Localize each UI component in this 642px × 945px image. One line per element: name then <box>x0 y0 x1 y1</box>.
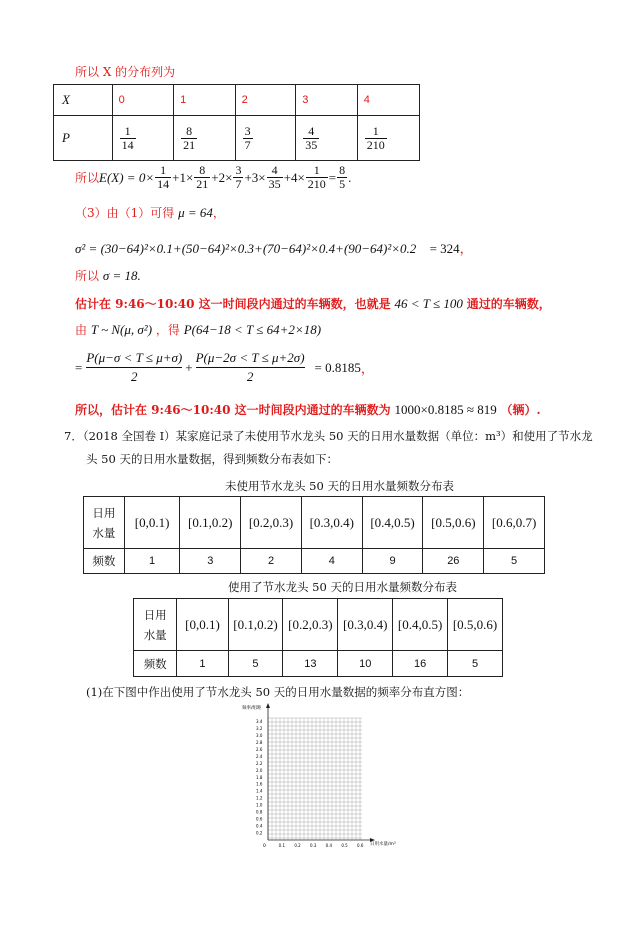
table-row <box>54 85 420 116</box>
y-tick-label: 0.6 <box>256 816 263 822</box>
interval-cell: [0.1,0.2) <box>228 599 283 651</box>
x-row-label: X <box>54 85 113 116</box>
y-tick-label: 1.4 <box>256 788 263 794</box>
frequency-cell: 5 <box>484 549 545 574</box>
frequency-cell: 10 <box>338 651 393 677</box>
table-row <box>54 116 420 161</box>
probability-fraction: $\frac{4}{35}$ <box>305 123 318 152</box>
question7-line2: 头 50 天的日用水量数据，得到频数分布表如下： <box>86 452 338 466</box>
x-value: 3 <box>296 85 357 116</box>
interval-cell: [0.2,0.3) <box>283 599 338 651</box>
table1-caption: 未使用节水龙头 50 天的日用水量频数分布表 <box>225 479 454 493</box>
frequency-cell: 9 <box>362 549 423 574</box>
y-tick-label: 2.8 <box>256 739 263 745</box>
frequency-cell: 5 <box>448 651 503 677</box>
y-tick-label: 1.6 <box>256 781 263 787</box>
histogram-grid <box>242 700 400 855</box>
frequency-cell: 26 <box>423 549 484 574</box>
interval-cell: [0.2,0.3) <box>241 497 302 549</box>
x-value: 2 <box>235 85 296 116</box>
y-tick-label: 3.4 <box>256 718 263 724</box>
table-row <box>84 497 545 549</box>
grid-lines <box>268 718 362 840</box>
y-tick-label: 2.6 <box>256 746 263 752</box>
y-tick-label: 2.0 <box>256 767 263 773</box>
water-table-with <box>133 598 503 677</box>
frequency-cell: 2 <box>241 549 302 574</box>
origin-label: 0 <box>263 844 266 849</box>
probability-fraction: $\frac{8}{21}$ <box>183 123 196 152</box>
x-tick-label: 0.5 <box>341 843 348 848</box>
y-tick-label: 3.2 <box>256 725 263 731</box>
interval-cell: [0.3,0.4) <box>338 599 393 651</box>
frequency-cell: 5 <box>228 651 283 677</box>
interval-cell: [0,0.1) <box>124 497 180 549</box>
p-row-label: P <box>54 116 113 161</box>
y-tick-label: 3.0 <box>256 732 263 738</box>
x-axis-label: 日用水量/m³ <box>370 842 396 847</box>
interval-cell: [0.6,0.7) <box>484 497 545 549</box>
y-tick-label: 1.2 <box>256 795 263 801</box>
frequency-cell: 16 <box>393 651 448 677</box>
estimate-line: 估计在 9:46～10:40 这一时间段内通过的车辆数，也就是 46 < T ≤ 100 通过的车辆数， <box>75 296 551 311</box>
distribution-title: 所以 X 的分布列为 <box>75 65 176 79</box>
y-tick-label: 0.2 <box>256 830 263 836</box>
part1-instruction: (1)在下图中作出使用了节水龙头 50 天的日用水量数据的频率分布直方图： <box>86 685 470 699</box>
frequency-cell: 4 <box>301 549 362 574</box>
interval-cell: [0.1,0.2) <box>180 497 241 549</box>
probability-fraction: $\frac{1}{14}$ <box>121 123 134 152</box>
y-tick-label: 2.2 <box>256 760 263 766</box>
x-value: 0 <box>112 85 173 116</box>
y-tick-label: 2.4 <box>256 753 263 759</box>
conclusion-line: 所以，估计在 9:46～10:40 这一时间段内通过的车辆数为 1000×0.8185 ≈ 819 （辆）. <box>75 402 541 417</box>
frequency-cell: 13 <box>283 651 338 677</box>
interval-cell: [0,0.1) <box>177 599 228 651</box>
x-tick-label: 0.2 <box>294 843 301 848</box>
variance-formula: σ² = (30−64)²×0.1+(50−64)²×0.3+(70−64)²×0.4+(90−64)²×0.2 = 324， <box>75 241 473 256</box>
table2-caption: 使用了节水龙头 50 天的日用水量频数分布表 <box>228 580 457 594</box>
normal-line: 由 T ~ N(μ, σ²) ，得 P(64−18 < T ≤ 64+2×18) <box>75 322 322 337</box>
sigma-line: 所以 σ = 18. <box>75 268 141 283</box>
frequency-cell: 1 <box>177 651 228 677</box>
y-tick-label: 1.0 <box>256 802 263 808</box>
interval-cell: [0.4,0.5) <box>362 497 423 549</box>
expectation-line: 所以 E(X) = 0× $\frac{1}{14}$ +1× $\frac{8}{21}$ +2× $\frac{3}{7}$ +3× $\frac{4}{35}$ +4× $\frac{1}{210}$ = $\frac{8}{5}$ . <box>75 163 352 191</box>
frequency-label: 频数 <box>84 549 125 574</box>
interval-header: 日用 水量 <box>134 599 177 651</box>
y-tick-label: 0.8 <box>256 809 263 815</box>
step3-line: （3）由（1）可得 μ = 64， <box>75 205 225 220</box>
distribution-table <box>53 84 420 161</box>
x-tick-label: 0.6 <box>357 843 364 848</box>
x-tick-label: 0.4 <box>325 843 333 848</box>
x-tick-label: 0.3 <box>310 843 317 848</box>
table-row <box>134 651 503 677</box>
probability-line: = $\frac{P(\mu-\sigma < T \le \mu+\sigma)}{2}$ + $\frac{P(\mu-2\sigma < T \le \mu+2\sigma)}{2}$ = 0.8185 ， <box>75 350 374 384</box>
x-tick-label: 0.1 <box>278 843 286 848</box>
table-row <box>134 599 503 651</box>
x-value: 1 <box>174 85 235 116</box>
interval-cell: [0.5,0.6) <box>448 599 503 651</box>
interval-cell: [0.5,0.6) <box>423 497 484 549</box>
frequency-cell: 1 <box>124 549 180 574</box>
y-tick-label: 1.8 <box>256 774 263 780</box>
frequency-cell: 3 <box>180 549 241 574</box>
question7-line1: 7．（2018 全国卷 Ⅰ）某家庭记录了未使用节水龙头 50 天的日用水量数据（单位：m³）和使用了节水龙 <box>64 429 593 443</box>
frequency-label: 频数 <box>134 651 177 677</box>
probability-fraction: $\frac{1}{210}$ <box>366 123 385 152</box>
water-table-without <box>83 496 545 574</box>
y-axis-label: 频率/组距 <box>242 706 262 711</box>
probability-fraction: $\frac{3}{7}$ <box>244 123 251 152</box>
y-tick-label: 0.4 <box>256 823 263 829</box>
y-axis-arrow <box>266 703 270 708</box>
interval-header: 日用 水量 <box>84 497 125 549</box>
interval-cell: [0.4,0.5) <box>393 599 448 651</box>
interval-cell: [0.3,0.4) <box>301 497 362 549</box>
table-row <box>84 549 545 574</box>
x-value: 4 <box>357 85 419 116</box>
